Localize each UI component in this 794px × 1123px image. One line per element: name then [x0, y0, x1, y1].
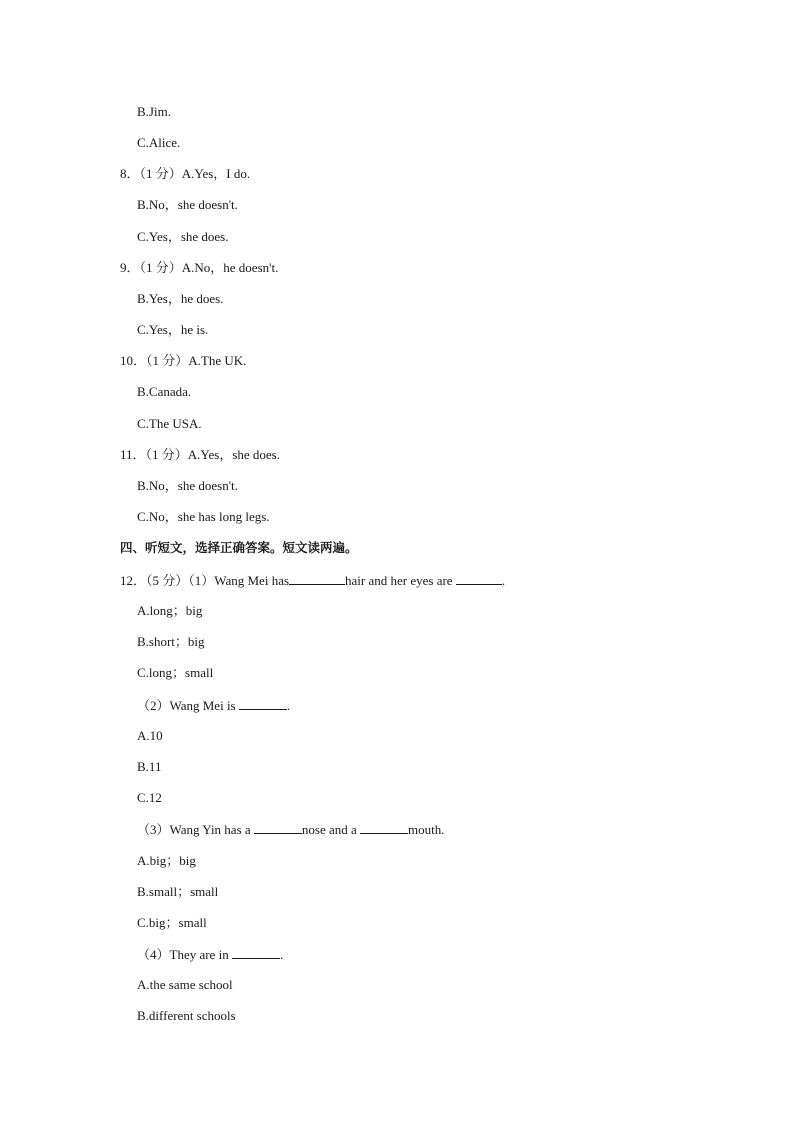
- option-12-1c: C.long；small: [137, 665, 214, 680]
- question-11: 11．（1 分）A.Yes，she does.: [120, 447, 280, 462]
- option-11b: B.No，she doesn't.: [137, 478, 238, 493]
- option-10c: C.The USA.: [137, 416, 202, 431]
- option-9b: B.Yes，he does.: [137, 291, 224, 306]
- option-12-2c: C.12: [137, 790, 162, 805]
- option-7c: C.Alice.: [137, 135, 181, 150]
- answer-blank: [456, 572, 502, 585]
- answer-blank: [239, 697, 287, 710]
- answer-blank: [289, 572, 345, 585]
- question-12-1: [120, 572, 505, 589]
- answer-blank: [232, 946, 280, 959]
- q12-4-prefix: （4）They are in: [137, 947, 229, 962]
- option-12-4b: B.different schools: [137, 1008, 236, 1023]
- question-12-2: [137, 697, 290, 714]
- option-12-2a: A.10: [137, 728, 163, 743]
- option-8c: C.Yes，she does.: [137, 229, 229, 244]
- question-12-3: [137, 821, 445, 838]
- question-9: 9．（1 分）A.No，he doesn't.: [120, 260, 279, 275]
- option-11c: C.No，she has long legs.: [137, 509, 270, 524]
- option-12-1a: A.long；big: [137, 603, 203, 618]
- option-9c: C.Yes，he is.: [137, 322, 209, 337]
- q12-2-end: .: [286, 698, 291, 713]
- section-heading: 四、听短文，选择正确答案。短文读两遍。: [120, 540, 358, 555]
- option-12-2b: B.11: [137, 759, 162, 774]
- q12-2-prefix: （2）Wang Mei is: [137, 698, 236, 713]
- answer-blank: [360, 821, 408, 834]
- question-12-4: [137, 946, 283, 963]
- option-12-3c: C.big；small: [137, 915, 207, 930]
- question-8: 8．（1 分）A.Yes，I do.: [120, 166, 251, 181]
- q12-1-end: .: [501, 573, 506, 588]
- q12-1-mid: hair and her eyes are: [345, 573, 453, 588]
- option-10b: B.Canada.: [137, 384, 192, 399]
- option-12-1b: B.short；big: [137, 634, 205, 649]
- q12-4-end: .: [279, 947, 284, 962]
- option-7b: B.Jim.: [137, 104, 171, 119]
- q12-3-end: mouth.: [408, 822, 445, 837]
- q12-3-prefix: （3）Wang Yin has a: [137, 822, 251, 837]
- option-8b: B.No，she doesn't.: [137, 197, 238, 212]
- q12-3-mid: nose and a: [301, 822, 357, 837]
- option-12-4a: A.the same school: [137, 977, 233, 992]
- option-12-3b: B.small；small: [137, 884, 219, 899]
- q12-1-prefix: 12．（5 分）（1）Wang Mei has: [120, 573, 290, 588]
- option-12-3a: A.big；big: [137, 853, 196, 868]
- answer-blank: [254, 821, 302, 834]
- question-10: 10．（1 分）A.The UK.: [120, 353, 247, 368]
